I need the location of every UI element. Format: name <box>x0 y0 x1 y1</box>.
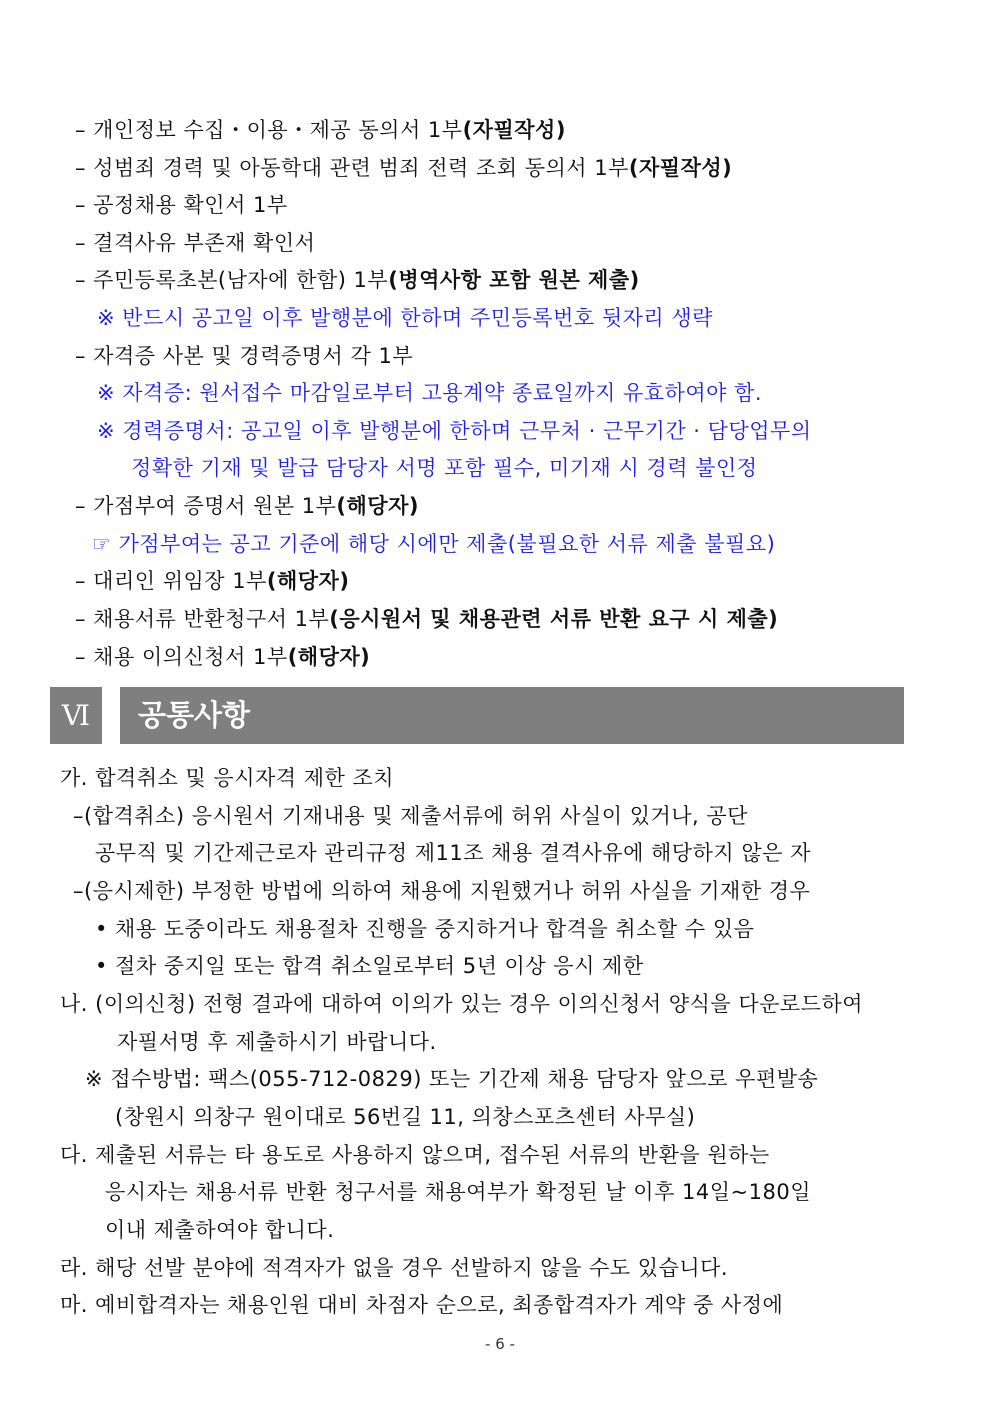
doc-item: – 공정채용 확인서 1부 <box>75 193 288 217</box>
bold-note: (해당자) <box>287 645 371 669</box>
common-item: 나. (이의신청) 전형 결과에 대하여 이의가 있는 경우 이의신청서 양식을 다운로드하여 <box>60 992 864 1016</box>
doc-item: – 자격증 사본 및 경력증명서 각 1부 <box>75 344 414 368</box>
blue-note: ※ 자격증: 원서접수 마감일로부터 고용계약 종료일까지 유효하여야 함. <box>97 381 763 405</box>
common-item: 다. 제출된 서류는 타 용도로 사용하지 않으며, 접수된 서류의 반환을 원하는 <box>60 1143 770 1167</box>
bold-note: (병역사항 포함 원본 제출) <box>388 268 640 292</box>
doc-item: – 개인정보 수집・이용・제공 동의서 1부(자필작성) <box>75 118 566 142</box>
page-number: - 6 - <box>485 1335 515 1353</box>
common-note: (창원시 의창구 원이대로 56번길 11, 의창스포츠센터 사무실) <box>115 1105 696 1129</box>
common-item: 라. 해당 선발 분야에 적격자가 없을 경우 선발하지 않을 수도 있습니다. <box>60 1256 729 1280</box>
common-bullet: • 절차 중지일 또는 합격 취소일로부터 5년 이상 응시 제한 <box>95 954 644 978</box>
blue-note: ☞ 가점부여는 공고 기준에 해당 시에만 제출(불필요한 서류 제출 불필요) <box>92 532 776 556</box>
common-item: 자필서명 후 제출하시기 바랍니다. <box>117 1030 437 1054</box>
doc-item: – 성범죄 경력 및 아동학대 관련 범죄 전력 조회 동의서 1부(자필작성) <box>75 156 733 180</box>
doc-item: – 채용서류 반환청구서 1부(응시원서 및 채용관련 서류 반환 요구 시 제출) <box>75 607 779 631</box>
bold-note: (자필작성) <box>628 156 733 180</box>
bold-note: (해당자) <box>336 494 419 518</box>
common-item: 공무직 및 기간제근로자 관리규정 제11조 채용 결격사유에 해당하지 않은 자 <box>95 841 811 865</box>
bold-note: (해당자) <box>266 569 350 593</box>
blue-note: 정확한 기재 및 발급 담당자 서명 포함 필수, 미기재 시 경력 불인정 <box>131 456 758 480</box>
blue-note: ※ 반드시 공고일 이후 발행분에 한하며 주민등록번호 뒷자리 생략 <box>97 306 713 330</box>
doc-item: – 채용 이의신청서 1부(해당자) <box>75 645 371 669</box>
section-title: 공통사항 <box>120 687 904 744</box>
section-number: Ⅵ <box>50 687 102 744</box>
doc-item: – 주민등록초본(남자에 한함) 1부(병역사항 포함 원본 제출) <box>75 268 640 292</box>
doc-item: – 가점부여 증명서 원본 1부(해당자) <box>75 494 419 518</box>
common-item: 응시자는 채용서류 반환 청구서를 채용여부가 확정된 날 이후 14일~180일 <box>105 1180 812 1204</box>
common-item: 마. 예비합격자는 채용인원 대비 차점자 순으로, 최종합격자가 계약 중 사정에 <box>60 1293 784 1317</box>
bold-note: (자필작성) <box>462 118 566 142</box>
common-item: –(합격취소) 응시원서 기재내용 및 제출서류에 허위 사실이 있거나, 공단 <box>73 804 748 828</box>
common-item: 이내 제출하여야 합니다. <box>105 1218 335 1242</box>
doc-item: – 결격사유 부존재 확인서 <box>75 231 316 255</box>
common-bullet: • 채용 도중이라도 채용절차 진행을 중지하거나 합격을 취소할 수 있음 <box>95 917 755 941</box>
blue-note: ※ 경력증명서: 공고일 이후 발행분에 한하며 근무처 · 근무기간 · 담당업무의 <box>97 419 812 443</box>
common-note: ※ 접수방법: 팩스(055-712-0829) 또는 기간제 채용 담당자 앞으로 우편발송 <box>85 1067 819 1091</box>
common-item: –(응시제한) 부정한 방법에 의하여 채용에 지원했거나 허위 사실을 기재한 경우 <box>73 879 811 903</box>
common-item: 가. 합격취소 및 응시자격 제한 조치 <box>60 766 395 790</box>
bold-note: (응시원서 및 채용관련 서류 반환 요구 시 제출) <box>329 607 779 631</box>
doc-item: – 대리인 위임장 1부(해당자) <box>75 569 350 593</box>
